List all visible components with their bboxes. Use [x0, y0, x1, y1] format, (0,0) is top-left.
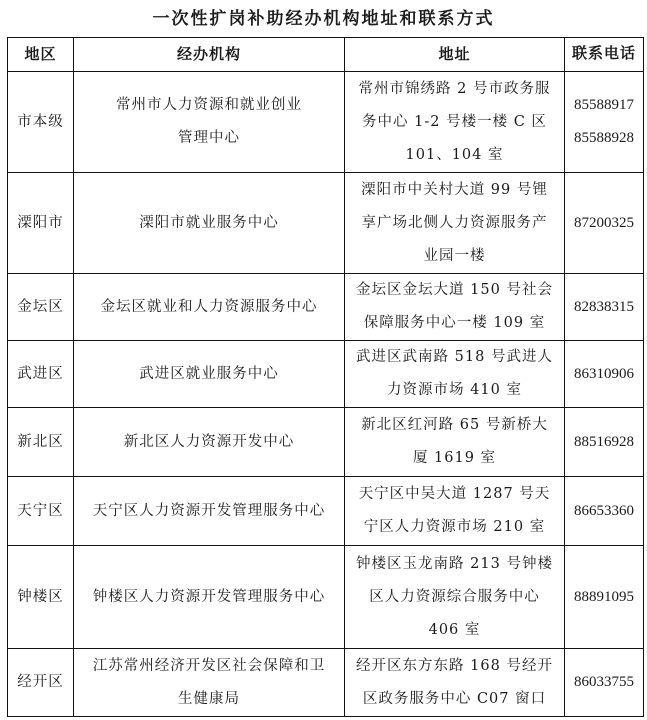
address-line: 区政务服务中心 C07 窗口 [362, 690, 547, 707]
region-cell: 经开区 [8, 649, 74, 717]
agency-line: 江苏常州经济开发区社会保障和卫 [92, 657, 326, 674]
header-region: 地区 [8, 38, 74, 72]
address-line: 武进区武南路 518 号武进人 [356, 349, 553, 365]
agency-cell [74, 408, 345, 477]
document-title: 一次性扩岗补助经办机构地址和联系方式 [152, 9, 495, 29]
phone-number: 88516928 [574, 433, 634, 450]
address-line: 新北区红河路 65 号新桥大 [361, 417, 548, 433]
region-cell: 武进区 [8, 341, 74, 408]
region-cell: 金坛区 [8, 274, 74, 341]
phone-cell [565, 649, 644, 717]
phone-cell [565, 546, 644, 649]
region-cell: 溧阳市 [8, 173, 74, 274]
agency-contact-table [7, 37, 644, 717]
agency-cell [74, 274, 345, 341]
address-line: 保障服务中心一楼 109 室 [363, 315, 546, 331]
agency-cell [74, 477, 345, 546]
address-cell [345, 649, 565, 717]
table-row [8, 274, 644, 341]
region-cell: 钟楼区 [8, 546, 74, 649]
agency-cell [74, 546, 345, 649]
agency-line: 溧阳市就业服务中心 [139, 214, 279, 231]
agency-line: 钟楼区人力资源开发管理服务中心 [92, 588, 326, 605]
phone-cell [565, 341, 644, 408]
table-row [8, 649, 644, 717]
phone-cell [565, 408, 644, 477]
header-phone: 联系电话 [565, 38, 644, 72]
address-line: 业园一楼 [423, 247, 486, 264]
table-body [8, 72, 644, 717]
address-line: 务中心 1-2 号楼一楼 C 区 [362, 113, 547, 130]
phone-number: 86310906 [574, 365, 634, 382]
table-row [8, 477, 644, 546]
address-line: 区人力资源综合服务中心 [369, 588, 540, 605]
phone-number: 88891095 [574, 588, 634, 605]
agency-cell [74, 173, 345, 274]
agency-line: 生健康局 [178, 690, 240, 707]
address-line: 厦 1619 室 [412, 450, 497, 466]
agency-cell [74, 649, 345, 717]
table-row [8, 72, 644, 173]
address-line: 406 室 [428, 621, 481, 638]
address-cell [345, 173, 565, 274]
table-row [8, 341, 644, 408]
address-cell [345, 341, 565, 408]
address-cell [345, 408, 565, 477]
agency-line: 新北区人力资源开发中心 [123, 433, 295, 450]
agency-line: 武进区就业服务中心 [139, 365, 279, 382]
phone-cell [565, 477, 644, 546]
agency-cell [74, 341, 345, 408]
agency-line: 常州市人力资源和就业创业 [116, 97, 302, 113]
address-cell [345, 72, 565, 173]
address-line: 享广场北侧人力资源服务产 [361, 214, 548, 231]
phone-number: 86033755 [574, 674, 634, 690]
phone-number: 82838315 [574, 298, 634, 315]
agency-line: 管理中心 [178, 130, 240, 146]
phone-cell [565, 72, 644, 173]
region-cell: 天宁区 [8, 477, 74, 546]
address-line: 101、104 室 [405, 146, 504, 163]
address-line: 常州市锦绣路 2 号市政务服 [358, 80, 551, 97]
phone-cell [565, 274, 644, 341]
address-line: 钟楼区玉龙南路 213 号钟楼 [356, 555, 553, 572]
table-row [8, 173, 644, 274]
address-cell [345, 546, 565, 649]
phone-number: 86653360 [574, 502, 634, 519]
address-line: 天宁区中吴大道 1287 号天 [358, 486, 551, 502]
address-line: 金坛区金坛大道 150 号社会 [356, 282, 553, 298]
address-line: 溧阳市中关村大道 99 号锂 [361, 181, 548, 198]
address-line: 力资源市场 410 室 [387, 382, 522, 398]
table-header-row [8, 38, 644, 72]
address-cell [345, 274, 565, 341]
region-cell: 市本级 [8, 72, 74, 173]
region-cell: 新北区 [8, 408, 74, 477]
table-row [8, 408, 644, 477]
phone-number: 87200325 [574, 214, 634, 231]
phone-number: 85588917 [574, 97, 634, 113]
header-agency: 经办机构 [74, 38, 345, 72]
agency-cell [74, 72, 345, 173]
address-line: 经开区东方东路 168 号经开 [356, 657, 553, 674]
phone-cell [565, 173, 644, 274]
table-row [8, 546, 644, 649]
agency-line: 天宁区人力资源开发管理服务中心 [92, 502, 326, 519]
address-cell [345, 477, 565, 546]
header-address: 地址 [345, 38, 565, 72]
phone-number: 85588928 [574, 130, 634, 146]
agency-line: 金坛区就业和人力资源服务中心 [100, 298, 318, 315]
address-line: 宁区人力资源市场 210 室 [363, 519, 546, 535]
